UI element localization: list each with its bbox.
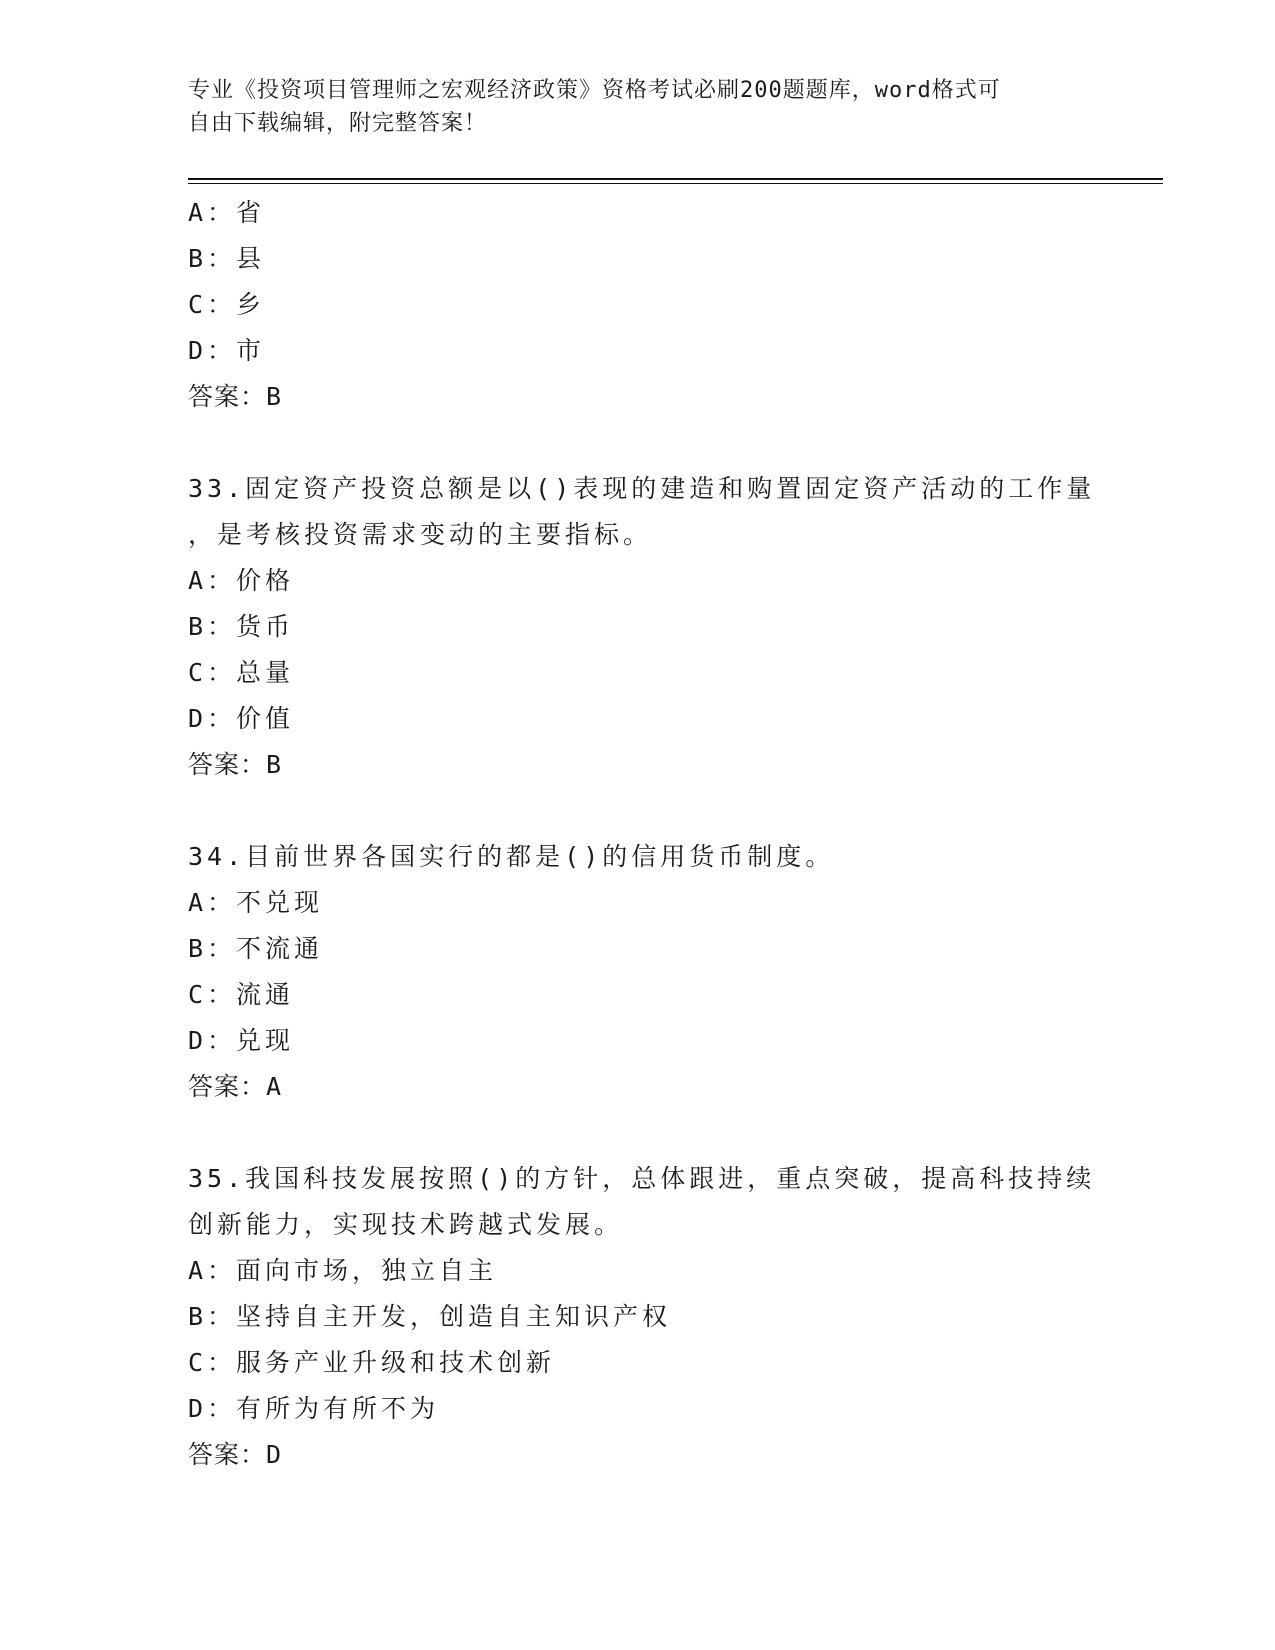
question-stem-line-2: ，是考核投资需求变动的主要指标。 [188, 520, 653, 549]
answer-line: 答案：A [188, 1072, 283, 1101]
option-c: C：总量 [188, 658, 295, 687]
option-d: D：有所为有所不为 [188, 1394, 440, 1423]
answer-line: 答案：B [188, 382, 283, 411]
option-a: A：省 [188, 198, 266, 227]
answer-line: 答案：B [188, 750, 283, 779]
question-34-block [188, 834, 1088, 1110]
answer-line: 答案：D [188, 1440, 283, 1469]
option-b: B：坚持自主开发，创造自主知识产权 [188, 1302, 672, 1331]
option-d: D：价值 [188, 704, 295, 733]
question-stem-line-1: 34.目前世界各国实行的都是()的信用货币制度。 [188, 842, 835, 871]
option-a: A：面向市场，独立自主 [188, 1256, 498, 1285]
option-b: B：县 [188, 244, 266, 273]
question-stem-line-1: 33.固定资产投资总额是以()表现的建造和购置固定资产活动的工作量 [188, 474, 1096, 503]
question-32-block [188, 190, 1088, 420]
spacer [188, 788, 1088, 834]
question-stem-line-2: 创新能力，实现技术跨越式发展。 [188, 1210, 624, 1239]
document-header [188, 74, 1088, 140]
question-stem-line-1: 35.我国科技发展按照()的方针，总体跟进，重点突破，提高科技持续 [188, 1164, 1096, 1193]
header-divider-thin [188, 183, 1163, 184]
option-c: C：流通 [188, 980, 295, 1009]
option-b: B：不流通 [188, 934, 324, 963]
option-d: D：兑现 [188, 1026, 295, 1055]
question-33-block [188, 466, 1096, 788]
header-divider-thick [188, 178, 1163, 180]
header-line-2: 自由下载编辑，附完整答案！ [188, 111, 488, 136]
option-b: B：货币 [188, 612, 295, 641]
spacer [188, 1110, 1088, 1156]
question-list [188, 190, 1096, 1478]
option-c: C：乡 [188, 290, 266, 319]
spacer [188, 420, 1088, 466]
header-line-1: 专业《投资项目管理师之宏观经济政策》资格考试必刷200题题库，word格式可 [188, 78, 1001, 103]
option-d: D：市 [188, 336, 266, 365]
option-c: C：服务产业升级和技术创新 [188, 1348, 556, 1377]
question-35-block [188, 1156, 1096, 1478]
option-a: A：价格 [188, 566, 295, 595]
option-a: A：不兑现 [188, 888, 324, 917]
